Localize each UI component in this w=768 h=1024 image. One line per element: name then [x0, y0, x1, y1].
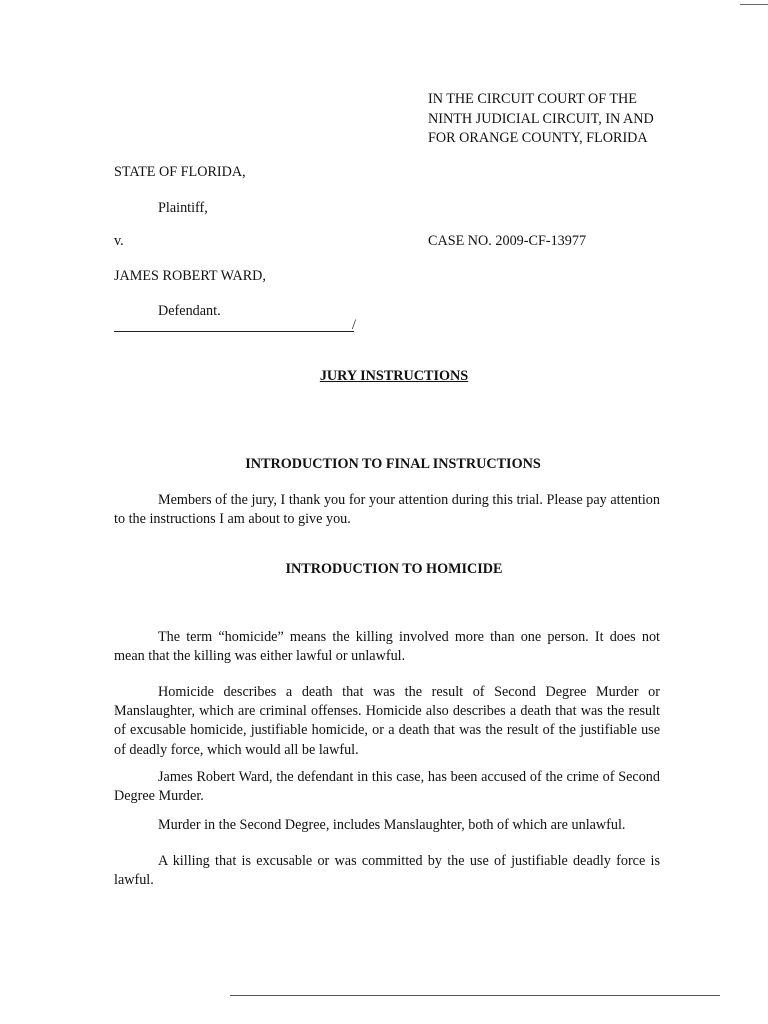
bottom-rule: [230, 995, 720, 996]
plaintiff-name: STATE OF FLORIDA,: [114, 164, 246, 180]
court-header: [428, 90, 654, 149]
court-line-1: IN THE CIRCUIT COURT OF THE: [428, 91, 637, 107]
court-line-2: NINTH JUDICIAL CIRCUIT, IN AND: [428, 110, 654, 127]
paragraph: The term “homicide” means the killing involved more than one person. It does not mean that the killing was either lawful or unlawful.: [114, 629, 660, 665]
paragraph: Members of the jury, I thank you for your attention during this trial. Please pay attention to the instructions I am about to give you.: [114, 492, 660, 528]
caption-slash: /: [352, 317, 356, 333]
paragraph: A killing that is excusable or was committed by the use of justifiable deadly force is lawful.: [114, 853, 660, 889]
caption-rule: [114, 331, 354, 332]
defendant-name: JAMES ROBERT WARD,: [114, 268, 266, 284]
corner-rule: [740, 4, 768, 5]
court-line-3: FOR ORANGE COUNTY, FLORIDA: [428, 130, 648, 146]
paragraph: James Robert Ward, the defendant in this case, has been accused of the crime of Second Degree Murder.: [114, 769, 660, 805]
heading-jury-instructions: JURY INSTRUCTIONS: [319, 368, 469, 384]
case-number: CASE NO. 2009-CF-13977: [428, 233, 587, 249]
paragraph: Homicide describes a death that was the result of Second Degree Murder or Manslaughter, which are criminal offenses. Homicide also describes a death that was the result of excusable homicide, justifiable homicide, or a death that was the result of the justifiable use of deadly force, which would all be lawful.: [114, 684, 660, 758]
heading-intro-final-instructions: INTRODUCTION TO FINAL INSTRUCTIONS: [245, 456, 541, 472]
heading-intro-homicide: INTRODUCTION TO HOMICIDE: [285, 561, 503, 577]
paragraph: Murder in the Second Degree, includes Manslaughter, both of which are unlawful.: [158, 817, 626, 833]
plaintiff-role: Plaintiff,: [158, 200, 208, 216]
versus: v.: [114, 233, 124, 249]
defendant-role: Defendant.: [158, 303, 221, 319]
